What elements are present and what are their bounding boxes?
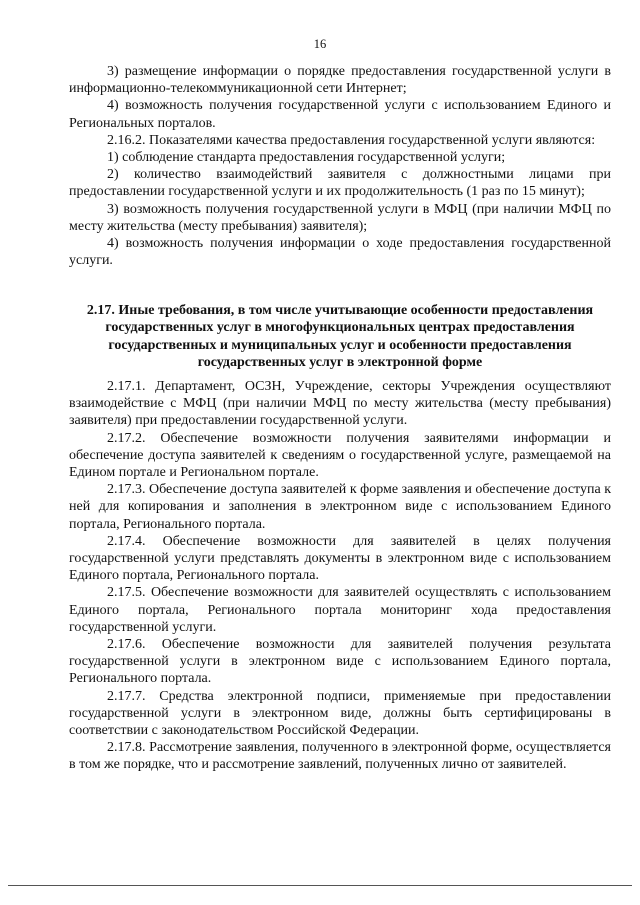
paragraph-2-17-6: 2.17.6. Обеспечение возможности для заявителей получения результата государственной услуги в электронном виде с использованием Единого портала, Регионального портала. [69, 637, 611, 687]
paragraph-2-17-7: 2.17.7. Средства электронной подписи, применяемые при предоставлении государственной услуги в электронном виде, должны быть сертифицированы в соответствии с законодательством Российской Федерации. [69, 688, 611, 739]
bottom-text-block [69, 378, 611, 774]
paragraph-2-17-5: 2.17.5. Обеспечение возможности для заявителей осуществлять с использованием Единого портала, Регионального портала мониторинг хода предоставления государственной услуги. [69, 585, 611, 635]
paragraph-quality-4: 4) возможность получения информации о ходе предоставления государственной услуги. [69, 236, 611, 269]
paragraph-quality-1: 1) соблюдение стандарта предоставления государственной услуги; [107, 150, 506, 166]
paragraph-item-4-portals: 4) возможность получения государственной услуги с использованием Единого и Региональных порталов. [69, 98, 611, 131]
paragraph-2-17-8: 2.17.8. Рассмотрение заявления, полученного в электронной форме, осуществляется в том же порядке, что и рассмотрение заявлений, полученных лично от заявителей. [69, 740, 611, 773]
paragraph-quality-2: 2) количество взаимодействий заявителя с должностными лицами при предоставлении государственной услуги и их продолжительность (1 раз по 15 минут); [69, 167, 611, 200]
paragraph-quality-3: 3) возможность получения государственной услуги в МФЦ (при наличии МФЦ по месту жительства (месту пребывания) заявителя); [69, 201, 611, 234]
paragraph-2-17-2: 2.17.2. Обеспечение возможности получения заявителями информации и обеспечение доступа заявителей к сведениям о государственной услуге, размещаемой на Едином портале и Региональном портале. [69, 430, 611, 481]
paragraph-2-17-3: 2.17.3. Обеспечение доступа заявителей к форме заявления и обеспечение доступа к ней для копирования и заполнения в электронном виде с использованием Единого портала, Регионального портала. [69, 482, 611, 532]
bottom-scan-line [8, 885, 632, 886]
paragraph-2-17-1: 2.17.1. Департамент, ОСЗН, Учреждение, секторы Учреждения осуществляют взаимодействие с МФЦ (при наличии МФЦ по месту жительства (месту пребывания) заявителя) при предоставлении государственной услуги. [69, 379, 611, 429]
paragraph-item-3-placement: 3) размещение информации о порядке предоставления государственной услуги в информационно-телекоммуникационной сети Интернет; [69, 64, 611, 97]
section-heading-2-17: 2.17. Иные требования, в том числе учитывающие особенности предоставления государственных услуг в многофункциональных центрах предоставления государственных и муниципальных услуг и особенности предоставления государственных услуг в электронной форме [86, 303, 594, 371]
paragraph-2-17-4: 2.17.4. Обеспечение возможности для заявителей в целях получения государственной услуги представлять документы в электронном виде с использованием Единого портала, Регионального портала. [69, 533, 611, 584]
paragraph-2-16-2: 2.16.2. Показателями качества предоставления государственной услуги являются: [107, 132, 596, 148]
page-number: 16 [313, 37, 327, 51]
top-text-block [69, 63, 611, 269]
